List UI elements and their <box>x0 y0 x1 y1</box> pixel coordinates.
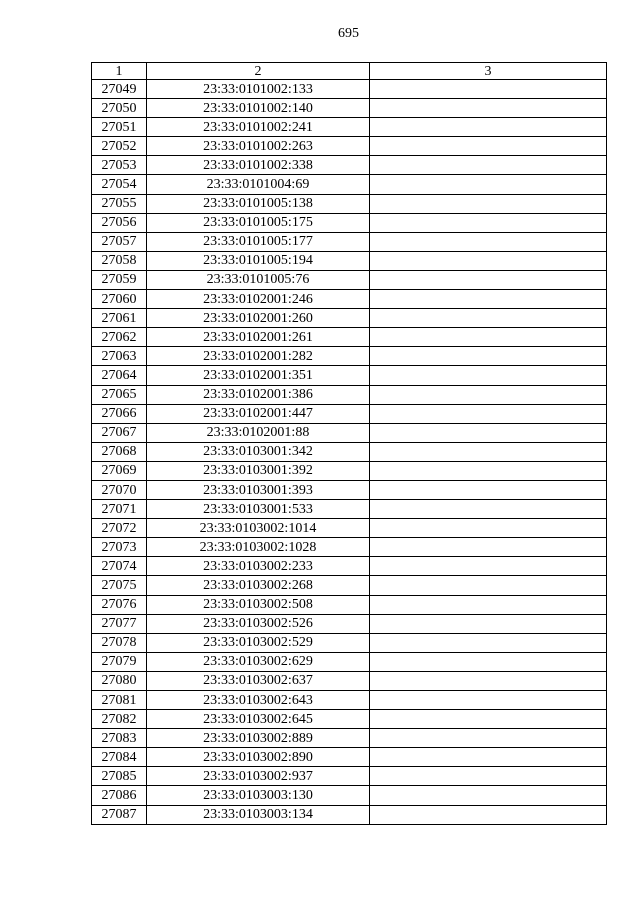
note-cell <box>370 557 607 576</box>
note-cell <box>370 500 607 519</box>
row-number-cell: 27086 <box>92 786 147 805</box>
row-number-cell: 27052 <box>92 137 147 156</box>
row-number-cell: 27074 <box>92 557 147 576</box>
cadastral-number-cell: 23:33:0103002:1014 <box>147 519 370 538</box>
cadastral-number-cell: 23:33:0102001:260 <box>147 309 370 328</box>
row-number-cell: 27069 <box>92 461 147 480</box>
note-cell <box>370 309 607 328</box>
row-number-cell: 27059 <box>92 270 147 289</box>
note-cell <box>370 385 607 404</box>
note-cell <box>370 366 607 385</box>
table-row <box>92 500 607 519</box>
table-row <box>92 595 607 614</box>
cadastral-number-cell: 23:33:0102001:386 <box>147 385 370 404</box>
note-cell <box>370 270 607 289</box>
table-row <box>92 442 607 461</box>
table-row <box>92 461 607 480</box>
table-row <box>92 729 607 748</box>
cadastral-number-cell: 23:33:0103003:134 <box>147 805 370 824</box>
table-row <box>92 137 607 156</box>
cadastral-number-cell: 23:33:0103001:393 <box>147 480 370 499</box>
note-cell <box>370 652 607 671</box>
cadastral-number-cell: 23:33:0103002:637 <box>147 671 370 690</box>
table-row <box>92 309 607 328</box>
table-row <box>92 710 607 729</box>
table-row <box>92 633 607 652</box>
cadastral-number-cell: 23:33:0103002:629 <box>147 652 370 671</box>
page-number: 695 <box>338 26 359 41</box>
row-number-cell: 27062 <box>92 328 147 347</box>
row-number-cell: 27085 <box>92 767 147 786</box>
row-number-cell: 27053 <box>92 156 147 175</box>
row-number-cell: 27080 <box>92 671 147 690</box>
table-row <box>92 328 607 347</box>
table-row <box>92 232 607 251</box>
row-number-cell: 27073 <box>92 538 147 557</box>
note-cell <box>370 805 607 824</box>
table-row <box>92 614 607 633</box>
cadastral-number-cell: 23:33:0101004:69 <box>147 175 370 194</box>
table-row <box>92 366 607 385</box>
row-number-cell: 27049 <box>92 80 147 99</box>
row-number-cell: 27050 <box>92 99 147 118</box>
note-cell <box>370 347 607 366</box>
cadastral-number-cell: 23:33:0102001:447 <box>147 404 370 423</box>
note-cell <box>370 461 607 480</box>
row-number-cell: 27064 <box>92 366 147 385</box>
table-row <box>92 557 607 576</box>
row-number-cell: 27078 <box>92 633 147 652</box>
row-number-cell: 27061 <box>92 309 147 328</box>
note-cell <box>370 118 607 137</box>
note-cell <box>370 251 607 270</box>
row-number-cell: 27065 <box>92 385 147 404</box>
note-cell <box>370 194 607 213</box>
table-row <box>92 99 607 118</box>
cadastral-number-cell: 23:33:0103001:533 <box>147 500 370 519</box>
note-cell <box>370 156 607 175</box>
table-row <box>92 576 607 595</box>
column-header-3: 3 <box>370 63 607 80</box>
note-cell <box>370 404 607 423</box>
table-row <box>92 175 607 194</box>
cadastral-number-cell: 23:33:0103003:130 <box>147 786 370 805</box>
cadastral-number-cell: 23:33:0103002:526 <box>147 614 370 633</box>
row-number-cell: 27068 <box>92 442 147 461</box>
row-number-cell: 27056 <box>92 213 147 232</box>
table-row <box>92 404 607 423</box>
note-cell <box>370 710 607 729</box>
row-number-cell: 27066 <box>92 404 147 423</box>
note-cell <box>370 786 607 805</box>
row-number-cell: 27063 <box>92 347 147 366</box>
table-header-row <box>92 63 607 80</box>
cadastral-number-cell: 23:33:0103002:645 <box>147 710 370 729</box>
table-row <box>92 385 607 404</box>
table-row <box>92 748 607 767</box>
row-number-cell: 27054 <box>92 175 147 194</box>
row-number-cell: 27075 <box>92 576 147 595</box>
table-row <box>92 194 607 213</box>
table-row <box>92 671 607 690</box>
note-cell <box>370 232 607 251</box>
cadastral-number-cell: 23:33:0103001:342 <box>147 442 370 461</box>
row-number-cell: 27077 <box>92 614 147 633</box>
cadastral-number-cell: 23:33:0103002:268 <box>147 576 370 595</box>
row-number-cell: 27060 <box>92 290 147 309</box>
note-cell <box>370 80 607 99</box>
note-cell <box>370 767 607 786</box>
cadastral-number-cell: 23:33:0101005:194 <box>147 251 370 270</box>
cadastral-number-cell: 23:33:0101005:138 <box>147 194 370 213</box>
cadastral-number-cell: 23:33:0103002:508 <box>147 595 370 614</box>
table-row <box>92 423 607 442</box>
note-cell <box>370 137 607 156</box>
table-row <box>92 156 607 175</box>
cadastral-number-cell: 23:33:0101002:241 <box>147 118 370 137</box>
row-number-cell: 27079 <box>92 652 147 671</box>
table-row <box>92 652 607 671</box>
cadastral-number-cell: 23:33:0102001:261 <box>147 328 370 347</box>
note-cell <box>370 538 607 557</box>
note-cell <box>370 595 607 614</box>
row-number-cell: 27070 <box>92 480 147 499</box>
table-row <box>92 767 607 786</box>
cadastral-number-cell: 23:33:0102001:282 <box>147 347 370 366</box>
row-number-cell: 27083 <box>92 729 147 748</box>
note-cell <box>370 614 607 633</box>
table-row <box>92 519 607 538</box>
cadastral-number-cell: 23:33:0103002:233 <box>147 557 370 576</box>
column-header-1: 1 <box>92 63 147 80</box>
note-cell <box>370 691 607 710</box>
note-cell <box>370 328 607 347</box>
row-number-cell: 27055 <box>92 194 147 213</box>
note-cell <box>370 519 607 538</box>
cadastral-number-cell: 23:33:0103002:889 <box>147 729 370 748</box>
note-cell <box>370 290 607 309</box>
cadastral-number-cell: 23:33:0102001:88 <box>147 423 370 442</box>
row-number-cell: 27076 <box>92 595 147 614</box>
table-row <box>92 290 607 309</box>
table-row <box>92 270 607 289</box>
cadastral-number-cell: 23:33:0101005:177 <box>147 232 370 251</box>
table-row <box>92 118 607 137</box>
cadastral-number-cell: 23:33:0103002:529 <box>147 633 370 652</box>
note-cell <box>370 480 607 499</box>
cadastral-number-cell: 23:33:0103002:643 <box>147 691 370 710</box>
note-cell <box>370 729 607 748</box>
cadastral-number-cell: 23:33:0103002:1028 <box>147 538 370 557</box>
cadastral-number-cell: 23:33:0103002:937 <box>147 767 370 786</box>
note-cell <box>370 99 607 118</box>
note-cell <box>370 748 607 767</box>
row-number-cell: 27081 <box>92 691 147 710</box>
note-cell <box>370 671 607 690</box>
table-row <box>92 691 607 710</box>
table-row <box>92 805 607 824</box>
note-cell <box>370 442 607 461</box>
row-number-cell: 27057 <box>92 232 147 251</box>
cadastral-number-cell: 23:33:0101005:76 <box>147 270 370 289</box>
cadastral-number-cell: 23:33:0101002:133 <box>147 80 370 99</box>
row-number-cell: 27051 <box>92 118 147 137</box>
row-number-cell: 27087 <box>92 805 147 824</box>
note-cell <box>370 576 607 595</box>
cadastral-number-cell: 23:33:0102001:351 <box>147 366 370 385</box>
cadastral-number-cell: 23:33:0101002:338 <box>147 156 370 175</box>
row-number-cell: 27067 <box>92 423 147 442</box>
table-body <box>92 63 607 825</box>
cadastral-number-cell: 23:33:0103002:890 <box>147 748 370 767</box>
table-row <box>92 213 607 232</box>
row-number-cell: 27084 <box>92 748 147 767</box>
row-number-cell: 27071 <box>92 500 147 519</box>
note-cell <box>370 423 607 442</box>
table-row <box>92 80 607 99</box>
row-number-cell: 27058 <box>92 251 147 270</box>
cadastral-number-cell: 23:33:0101002:140 <box>147 99 370 118</box>
column-header-2: 2 <box>147 63 370 80</box>
note-cell <box>370 633 607 652</box>
table-row <box>92 480 607 499</box>
cadastral-number-cell: 23:33:0101005:175 <box>147 213 370 232</box>
cadastral-number-cell: 23:33:0103001:392 <box>147 461 370 480</box>
table-row <box>92 538 607 557</box>
cadastral-number-cell: 23:33:0102001:246 <box>147 290 370 309</box>
row-number-cell: 27072 <box>92 519 147 538</box>
note-cell <box>370 213 607 232</box>
row-number-cell: 27082 <box>92 710 147 729</box>
note-cell <box>370 175 607 194</box>
table-row <box>92 786 607 805</box>
table-row <box>92 347 607 366</box>
registry-table <box>91 62 607 825</box>
cadastral-number-cell: 23:33:0101002:263 <box>147 137 370 156</box>
table-row <box>92 251 607 270</box>
